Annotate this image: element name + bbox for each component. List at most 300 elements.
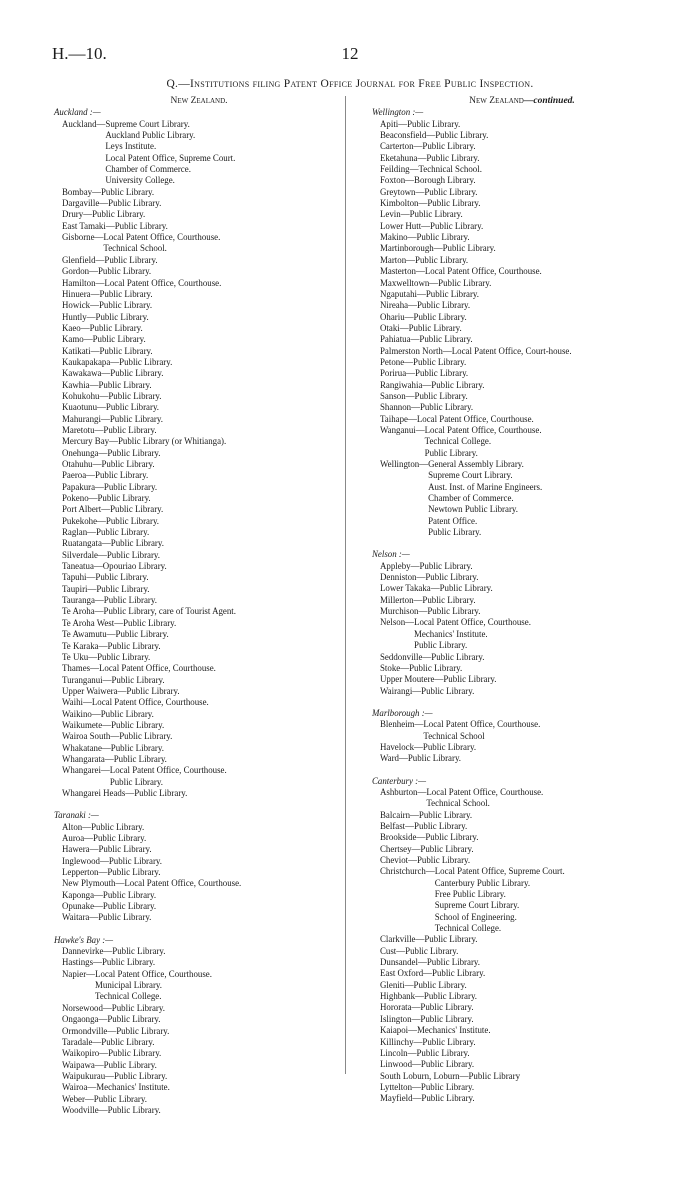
list-item [372,198,672,209]
entry-sub-item: Aust. Inst. of Marine Engineers. [428,481,543,492]
list-item [372,278,672,289]
right-column-heading [372,96,672,107]
entry-text: Hinuera—Public Library. [62,288,153,299]
list-item [372,832,672,843]
list-item [372,1025,672,1036]
entry-text: Kaiapoi—Mechanics' Institute. [380,1025,491,1036]
entry-text: Papakura—Public Library. [62,481,158,492]
entry-text: Islington—Public Library. [380,1013,474,1024]
entry-sub-item: Technical School. [426,798,490,809]
list-item [372,1002,672,1013]
entry-text: Katikati—Public Library. [62,345,153,356]
list-item [54,1014,344,1025]
entry-text: Port Albert—Public Library. [62,504,164,515]
entry-sub-item: Technical College. [95,991,162,1002]
entry-text: Kaponga—Public Library. [62,889,157,900]
entry-text: Lower Takaka—Public Library. [380,583,493,594]
list-item [372,346,672,357]
list-item [372,402,672,413]
list-item [54,1094,344,1105]
list-item [54,833,344,844]
list-item [372,175,672,186]
entry-text: Waikino—Public Library. [62,708,154,719]
entry-text: Wellington—General Assembly Library. [380,459,524,469]
list-item [372,1037,672,1048]
list-item [54,550,344,561]
entry-text: Kaeo—Public Library. [62,322,143,333]
list-item [54,504,344,515]
entry-text: Waipawa—Public Library. [62,1059,157,1070]
list-item [54,709,344,720]
entry-text: Stoke—Public Library. [380,662,463,673]
list-item [54,1048,344,1059]
list-item [372,243,672,254]
entry-text: Porirua—Public Library. [380,368,469,379]
entry-sub-item: Public Library. [424,447,478,458]
region-auckland: Auckland :— [54,107,101,118]
entry-text: Taihape—Local Patent Office, Courthouse. [380,413,534,424]
list-item [372,572,672,583]
list-item [372,187,672,198]
list-item [372,221,672,232]
list-item [372,821,672,832]
list-item [54,675,344,686]
entry-text: Balcairn—Public Library. [380,809,473,820]
entry-text: Millerton—Public Library. [380,594,476,605]
entry-text: Waitara—Public Library. [62,912,152,923]
list-item [54,255,344,266]
list-item [54,969,344,1003]
entry-text: Waipukurau—Public Library. [62,1070,168,1081]
list-item [372,255,672,266]
list-item [54,595,344,606]
entry-text: Cust—Public Library. [380,945,459,956]
entry-text: Lepperton—Public Library. [62,867,161,878]
entry-sub-item: Chamber of Commerce. [428,493,514,504]
entry-text: Blenheim—Local Patent Office, Courthouse. [380,719,541,730]
entry-text: Silverdale—Public Library. [62,549,161,560]
entry-text: Seddonville—Public Library. [380,651,485,662]
list-item [54,867,344,878]
entry-text: Ormondville—Public Library. [62,1025,170,1036]
entry-text: Otaki—Public Library. [380,322,462,333]
entry-text: Lincoln—Public Library. [380,1047,470,1058]
list-item [54,538,344,549]
entry-text: Feilding—Technical School. [380,164,482,175]
list-item [54,312,344,323]
entry-sub-item: Chamber of Commerce. [105,164,191,175]
list-item [54,1037,344,1048]
list-item [54,584,344,595]
entry-text: Cheviot—Public Library. [380,855,471,865]
list-item [372,686,672,697]
list-item [54,459,344,470]
entry-sub-item: Supreme Court Library. [428,470,513,481]
entry-text: Huntly—Public Library. [62,311,149,322]
list-item [372,787,672,810]
list-item [54,414,344,425]
entry-text: Dunsandel—Public Library. [380,957,480,968]
list-item [54,641,344,652]
entry-text: Palmerston North—Local Patent Office, Court-house. [380,345,572,356]
list-item [54,697,344,708]
list-item [54,946,344,957]
list-item [372,119,672,130]
list-item [54,1060,344,1071]
page-title: Q.—Institutions filing Patent Office Journal for Free Public Inspection. [166,78,534,90]
entry-text: Te Karaka—Public Library. [62,640,161,651]
list-item [54,346,344,357]
entry-text: Havelock—Public Library. [380,741,477,752]
entry-sub-item: Technical College. [434,923,502,934]
entry-text: Nireaha—Public Library. [380,300,471,311]
entry-text: Rangiwahia—Public Library. [380,379,485,390]
list-item [372,153,672,164]
right-column [372,96,672,1105]
list-item [372,595,672,606]
entry-sub-item: Free Public Library. [434,889,506,900]
list-item [372,583,672,594]
entry-text: Whakatane—Public Library. [62,742,164,753]
entry-text: Taradale—Public Library. [62,1036,155,1047]
entry-text: Dargaville—Public Library. [62,198,162,209]
entry-text: Levin—Public Library. [380,209,463,220]
list-item [54,436,344,447]
region-canterbury: Canterbury :— [372,775,426,786]
list-item [372,1071,672,1082]
list-item [372,1082,672,1093]
list-item [54,686,344,697]
entry-text: Waikopiro—Public Library. [62,1048,162,1059]
entry-text: Gleniti—Public Library. [380,979,467,990]
list-item [54,368,344,379]
entry-text: Wairoa South—Public Library. [62,731,173,742]
entry-text: Pahiatua—Public Library. [380,334,473,345]
entry-text: Kamo—Public Library. [62,334,146,345]
list-item [372,617,672,651]
list-item [54,1003,344,1014]
entry-sub-item: Local Patent Office, Supreme Court. [105,152,236,163]
entry-text: Waihi—Local Patent Office, Courthouse. [62,697,209,708]
list-item [54,561,344,572]
list-item [372,1093,672,1104]
list-item [54,754,344,765]
list-item [54,844,344,855]
list-item [54,912,344,923]
entry-text: Kaukapakapa—Public Library. [62,356,173,367]
entry-sub-item: Canterbury Public Library. [434,877,531,888]
list-item [54,470,344,481]
list-item [54,187,344,198]
entry-text: Carterton—Public Library. [380,141,476,152]
entry-text: Brookside—Public Library. [380,832,479,843]
list-item [372,357,672,368]
list-item [54,278,344,289]
list-item [372,141,672,152]
entry-text: Norsewood—Public Library. [62,1002,165,1013]
entry-text: Tauranga—Public Library. [62,595,157,606]
entry-text: Pukekohe—Public Library. [62,515,160,526]
entry-text: East Oxford—Public Library. [380,968,486,979]
entry-text: East Tamaki—Public Library. [62,220,168,231]
list-item [54,743,344,754]
entry-text: South Loburn, Loburn—Public Library [380,1070,521,1081]
entry-text: Otahuhu—Public Library. [62,459,155,469]
entry-text: Chertsey—Public Library. [380,843,474,854]
entry-text: Kawakawa—Public Library. [62,368,164,379]
list-item [54,402,344,413]
entry-text: Wairangi—Public Library. [380,685,475,696]
list-item [54,300,344,311]
entry-text: Apiti—Public Library. [380,118,461,129]
list-item [372,968,672,979]
entry-text: Greytown—Public Library. [380,186,478,197]
list-item [54,788,344,799]
list-item [54,482,344,493]
entry-text: Pokeno—Public Library. [62,493,151,504]
entry-text: Whangarata—Public Library. [62,753,167,764]
entry-text: Mayfield—Public Library. [380,1093,475,1104]
list-item [372,391,672,402]
list-item [372,810,672,821]
entry-text: Opunake—Public Library. [62,901,157,912]
entry-text: Ongaonga—Public Library. [62,1014,161,1025]
list-item [372,266,672,277]
entry-sub-item: Newtown Public Library. [428,504,518,515]
list-item [372,232,672,243]
list-item [54,765,344,788]
list-item [372,606,672,617]
list-item [372,209,672,220]
entry-text: Te Aroha—Public Library, care of Tourist Agent. [62,606,236,617]
entry-text: Taneatua—Opouriao Library. [62,561,167,572]
entry-sub-item: Technical School. [103,243,167,254]
entry-text: Te Uku—Public Library. [62,651,151,662]
entry-text: Hamilton—Local Patent Office, Courthouse. [62,277,222,288]
entry-sub-item: Municipal Library. [95,980,162,991]
entry-sub-item: Technical School [423,730,485,741]
entry-text: Auroa—Public Library. [62,833,147,843]
list-item [372,380,672,391]
list-item [54,425,344,436]
entry-text: Kohukohu—Public Library. [62,390,162,401]
list-item [54,663,344,674]
entry-sub-item: Patent Office. [428,515,478,526]
list-item [372,934,672,945]
column-divider [345,96,346,1074]
list-item [54,1026,344,1037]
right-heading-text: New Zealand [469,96,524,106]
list-item [372,957,672,968]
region-marlborough: Marlborough :— [372,707,433,718]
entry-text: Clarkville—Public Library. [380,934,478,945]
list-item [372,719,672,742]
list-item [372,663,672,674]
entry-text: Ngaputahi—Public Library. [380,288,479,299]
list-item [54,901,344,912]
list-item [54,822,344,833]
entry-text: Ohariu—Public Library. [380,311,467,322]
entry-text: Taupiri—Public Library. [62,583,150,594]
entry-text: Nelson—Local Patent Office, Courthouse. [380,617,531,628]
entry-text: Drury—Public Library. [62,209,146,220]
list-item [54,878,344,889]
entry-text: Onehunga—Public Library. [62,447,161,458]
entry-text: Napier—Local Patent Office, Courthouse. [62,968,212,979]
entry-text: Martinborough—Public Library. [380,243,496,254]
document-code: H.—10. [52,44,107,63]
left-column [54,96,344,1116]
entry-text: Bombay—Public Library. [62,186,155,197]
list-item [54,516,344,527]
list-item [54,323,344,334]
list-item [54,334,344,345]
entry-text: Eketahuna—Public Library. [380,152,480,163]
list-item [372,844,672,855]
list-item [54,720,344,731]
list-item [54,221,344,232]
list-item [372,1014,672,1025]
entry-text: Dannevirke—Public Library. [62,946,166,957]
entry-text: Sanson—Public Library. [380,390,468,401]
entry-text: Gordon—Public Library. [62,266,152,277]
entry-text: Makino—Public Library. [380,232,470,243]
entry-sub-item: Public Library. [414,640,468,651]
entry-sub-item: Auckland Public Library. [105,130,196,141]
entry-text: Raglan—Public Library. [62,527,150,538]
entry-text: Petone—Public Library. [380,356,467,367]
entry-text: Whangarei Heads—Public Library. [62,787,188,798]
entry-text: Alton—Public Library. [62,821,145,832]
entry-text: Highbank—Public Library. [380,991,478,1002]
entry-text: Kimbolton—Public Library. [380,198,481,209]
entry-sub-item: Technical College. [424,436,492,447]
list-item [372,1059,672,1070]
entry-text: Marton—Public Library. [380,254,469,265]
entry-text: Shannon—Public Library. [380,402,474,413]
list-item [54,380,344,391]
entry-text: Maxwelltown—Public Library. [380,277,492,288]
entry-text: Mercury Bay—Public Library (or Whitianga). [62,436,227,447]
list-item [372,561,672,572]
entry-text: Wairoa—Mechanics' Institute. [62,1082,170,1093]
entry-text: Denniston—Public Library. [380,572,479,583]
entry-text: Gisborne—Local Patent Office, Courthouse. [62,232,221,243]
entry-text: Tapuhi—Public Library. [62,572,149,583]
entry-text: Weber—Public Library. [62,1093,147,1104]
entry-text: Maretotu—Public Library. [62,424,157,435]
entry-text: New Plymouth—Local Patent Office, Courthouse. [62,878,242,889]
list-item [54,232,344,255]
entry-text: Kawhia—Public Library. [62,379,152,390]
entry-text: Paeroa—Public Library. [62,470,149,481]
entry-text: Hororata—Public Library. [380,1002,474,1013]
entry-text: Woodville—Public Library. [62,1104,161,1115]
entry-text: Beaconsfield—Public Library. [380,130,489,141]
entry-sub-item: University College. [105,175,175,186]
entry-sub-item: Public Library. [428,527,482,538]
list-item [54,890,344,901]
list-item [54,856,344,867]
region-wellington: Wellington :— [372,107,424,118]
list-item [372,459,672,538]
entry-text: Waikumete—Public Library. [62,719,165,730]
list-item [372,164,672,175]
list-item [372,991,672,1002]
entry-text: Ward—Public Library. [380,753,462,764]
list-item [54,618,344,629]
list-item [54,198,344,209]
list-item [372,414,672,425]
list-item [54,289,344,300]
list-item [54,119,344,187]
entry-text: Howick—Public Library. [62,300,153,311]
list-item [54,652,344,663]
region-taranaki: Taranaki :— [54,810,99,821]
entry-text: Thames—Local Patent Office, Courthouse. [62,663,216,674]
list-item [54,448,344,459]
list-item [54,731,344,742]
entry-text: Te Awamutu—Public Library. [62,629,169,640]
list-item [54,629,344,640]
list-item [372,334,672,345]
list-item [54,1071,344,1082]
list-item [372,946,672,957]
entry-sub-item: Mechanics' Institute. [414,628,488,639]
entry-text: Hawera—Public Library. [62,844,152,855]
entry-text: Te Aroha West—Public Library. [62,617,177,628]
entry-text: Inglewood—Public Library. [62,855,162,866]
list-item [372,855,672,866]
entry-text: Killinchy—Public Library. [380,1036,476,1047]
entry-text: Upper Moutere—Public Library. [380,674,497,685]
list-item [54,357,344,368]
entry-text: Appleby—Public Library. [380,560,473,571]
entry-text: Ruatangata—Public Library. [62,538,164,549]
list-item [54,391,344,402]
right-regions [372,107,672,1104]
list-item [54,266,344,277]
list-item [54,957,344,968]
list-item [372,753,672,764]
entry-sub-item: Leys Institute. [105,141,157,152]
list-item [372,980,672,991]
right-heading-continued: —continued. [523,96,575,106]
list-item [372,674,672,685]
entry-text: Glenfield—Public Library. [62,254,158,265]
entry-text: Lyttelton—Public Library. [380,1081,475,1092]
left-regions [54,107,344,1116]
entry-text: Auckland—Supreme Court Library. [62,118,190,129]
list-item [372,425,672,459]
list-item [54,606,344,617]
entry-sub-item: Supreme Court Library. [434,900,520,911]
entry-text: Belfast—Public Library. [380,820,468,831]
entry-text: Wanganui—Local Patent Office, Courthouse. [380,424,542,435]
list-item [372,742,672,753]
list-item [372,368,672,379]
entry-text: Turanganui—Public Library. [62,674,165,685]
list-item [372,1048,672,1059]
entry-text: Foxton—Borough Library. [380,175,476,186]
list-item [372,130,672,141]
list-item [372,300,672,311]
entry-text: Christchurch—Local Patent Office, Supreme Court. [380,866,565,877]
left-column-heading: New Zealand. [170,96,228,106]
entry-text: Kuaotunu—Public Library. [62,402,160,413]
list-item [372,866,672,934]
entry-text: Upper Waiwera—Public Library. [62,685,180,696]
